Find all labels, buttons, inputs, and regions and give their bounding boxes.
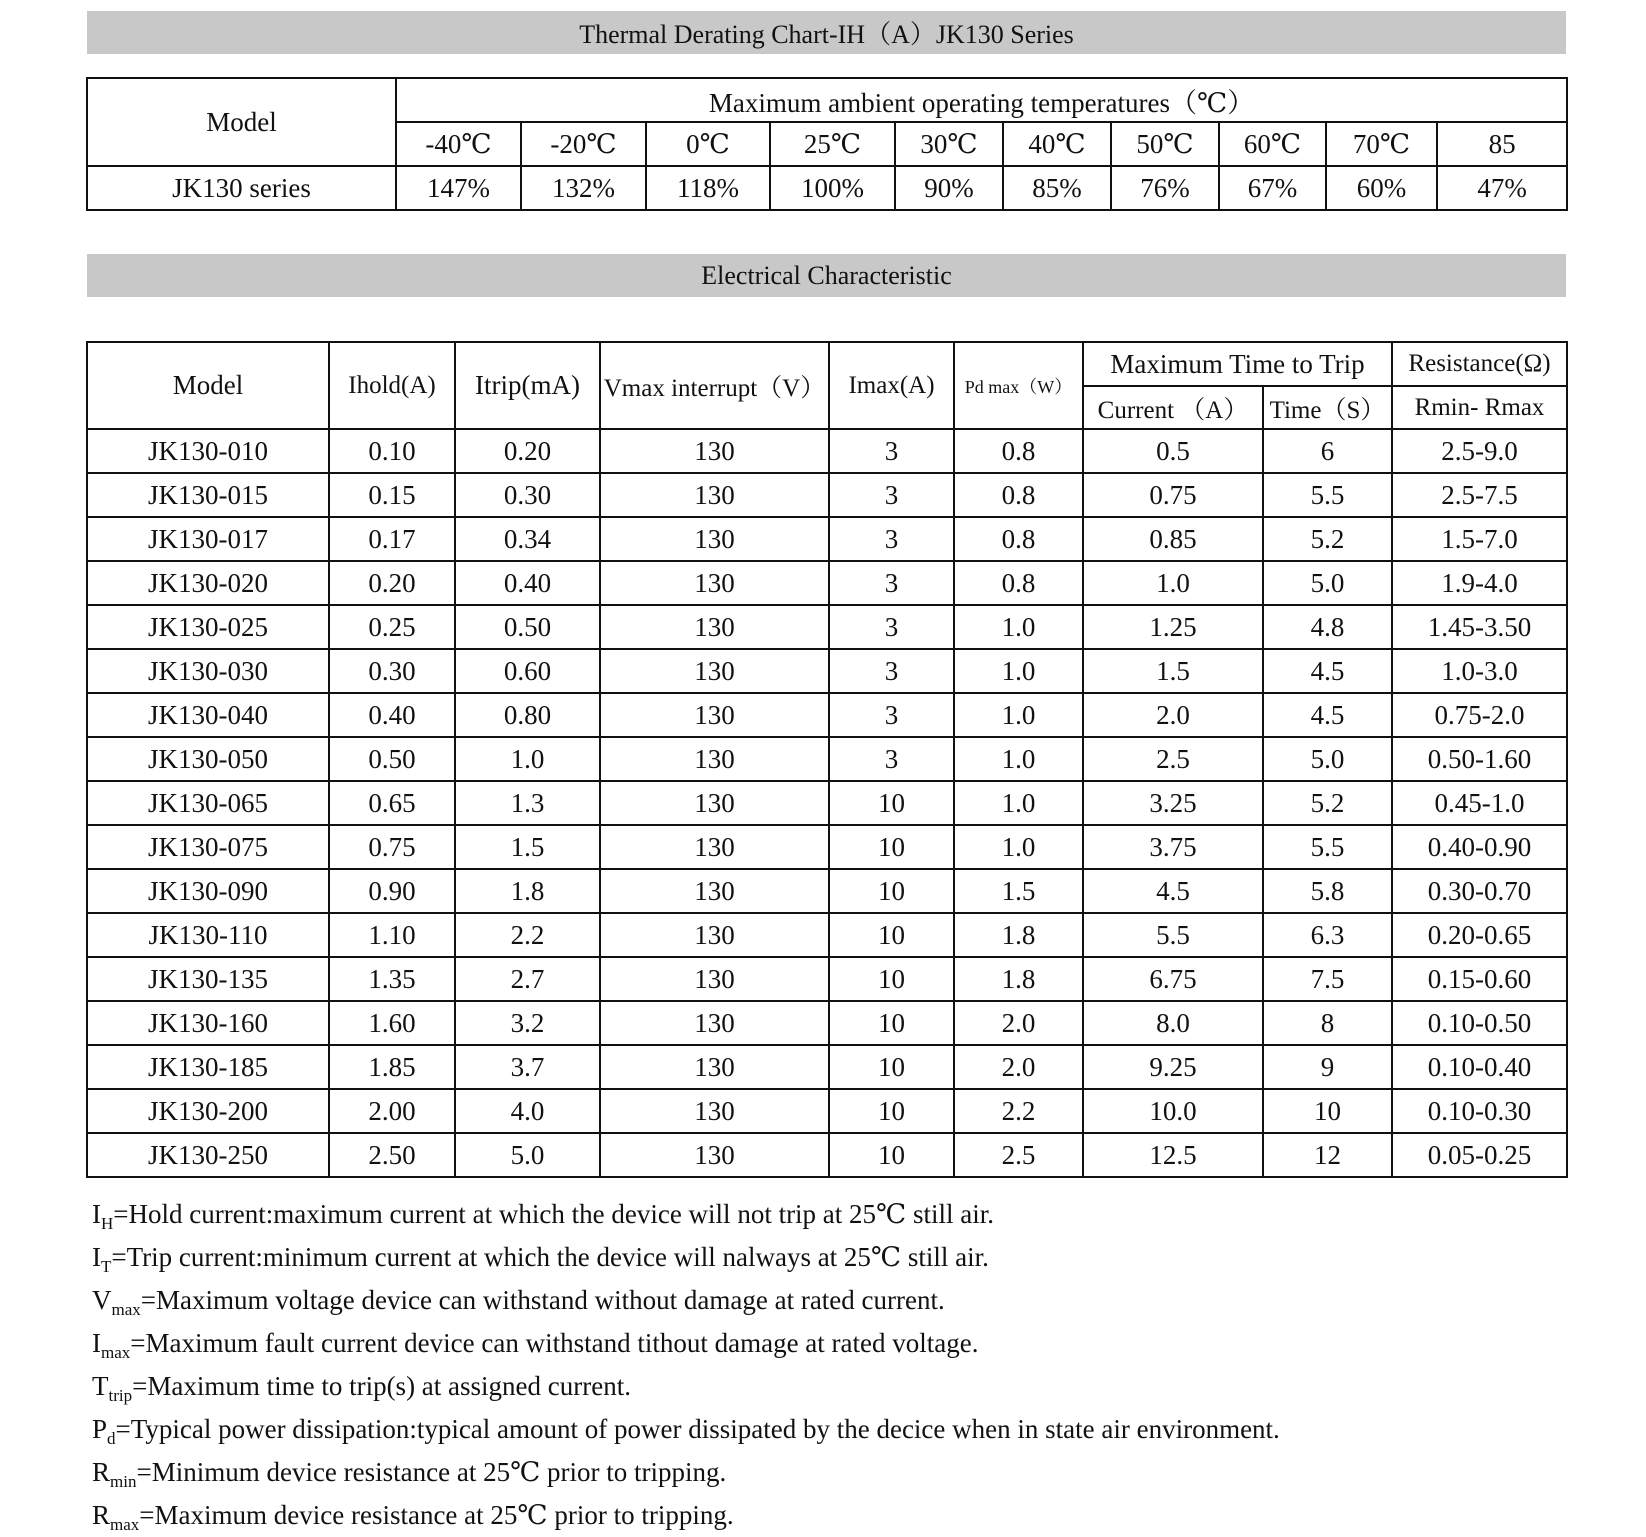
- table-cell: 0.65: [329, 781, 455, 825]
- table-cell: JK130-160: [87, 1001, 329, 1045]
- table-cell: JK130-250: [87, 1133, 329, 1177]
- table-cell: 1.85: [329, 1045, 455, 1089]
- table-cell: 1.60: [329, 1001, 455, 1045]
- table-cell: JK130-185: [87, 1045, 329, 1089]
- table-cell: 130: [600, 825, 829, 869]
- imax-header: Imax(A): [829, 342, 954, 429]
- table-cell: 1.8: [954, 957, 1083, 1001]
- table-row: [87, 605, 1567, 649]
- table-cell: 1.5: [1083, 649, 1263, 693]
- ihold-header: Ihold(A): [329, 342, 455, 429]
- table-row: [87, 517, 1567, 561]
- table-cell: 10: [829, 869, 954, 913]
- table-cell: JK130-090: [87, 869, 329, 913]
- table-cell: 130: [600, 781, 829, 825]
- table-cell: 0.34: [455, 517, 600, 561]
- time-header: Time（S）: [1263, 386, 1392, 429]
- note-subscript: d: [107, 1429, 116, 1448]
- table-row: [87, 429, 1567, 473]
- table-cell: 1.0: [954, 825, 1083, 869]
- table-cell: 0.8: [954, 561, 1083, 605]
- table-cell: 1.25: [1083, 605, 1263, 649]
- table-row: [87, 1089, 1567, 1133]
- table-cell: 0.90: [329, 869, 455, 913]
- table-row: [87, 957, 1567, 1001]
- table-cell: 10: [829, 913, 954, 957]
- table-row: [87, 693, 1567, 737]
- definition-note: [92, 1236, 1280, 1279]
- electrical-title: Electrical Characteristic: [87, 254, 1566, 297]
- table-cell: 10: [829, 957, 954, 1001]
- table-cell: 1.0: [455, 737, 600, 781]
- note-symbol: I: [92, 1199, 101, 1229]
- table-cell: 5.5: [1083, 913, 1263, 957]
- table-cell: 1.0: [954, 649, 1083, 693]
- temperature-cell: -40℃: [396, 122, 521, 166]
- table-cell: 0.15-0.60: [1392, 957, 1567, 1001]
- definition-note: [92, 1193, 1280, 1236]
- table-cell: 0.60: [455, 649, 600, 693]
- table-cell: 5.8: [1263, 869, 1392, 913]
- table-cell: 6: [1263, 429, 1392, 473]
- table-row: [87, 1133, 1567, 1177]
- table-cell: 130: [600, 561, 829, 605]
- table-cell: 8: [1263, 1001, 1392, 1045]
- table-row: [87, 869, 1567, 913]
- table-cell: 5.5: [1263, 473, 1392, 517]
- table-cell: JK130-015: [87, 473, 329, 517]
- table-cell: 130: [600, 473, 829, 517]
- note-subscript: min: [110, 1472, 137, 1491]
- table-cell: 0.40: [329, 693, 455, 737]
- definition-note: [92, 1365, 1280, 1408]
- table-cell: 4.8: [1263, 605, 1392, 649]
- table-cell: 0.15: [329, 473, 455, 517]
- temperature-cell: 0℃: [646, 122, 770, 166]
- note-text: =Maximum voltage device can withstand without damage at rated current.: [140, 1285, 945, 1315]
- table-cell: 2.0: [954, 1045, 1083, 1089]
- table-cell: 10: [829, 825, 954, 869]
- table-cell: 130: [600, 913, 829, 957]
- derating-row: [87, 166, 1567, 210]
- table-cell: 130: [600, 649, 829, 693]
- table-cell: 0.20: [455, 429, 600, 473]
- note-symbol: R: [92, 1457, 111, 1487]
- table-cell: 0.10-0.40: [1392, 1045, 1567, 1089]
- table-cell: 10: [829, 781, 954, 825]
- note-subscript: trip: [108, 1386, 133, 1405]
- table-cell: 1.35: [329, 957, 455, 1001]
- thermal-derating-table: [86, 77, 1568, 211]
- table-cell: 10: [829, 1089, 954, 1133]
- table-cell: 0.8: [954, 517, 1083, 561]
- table-cell: 0.05-0.25: [1392, 1133, 1567, 1177]
- table-cell: 1.0: [1083, 561, 1263, 605]
- table-row: [87, 825, 1567, 869]
- note-text: =Maximum device resistance at 25℃ prior to tripping.: [139, 1500, 734, 1530]
- table-cell: 10.0: [1083, 1089, 1263, 1133]
- temperature-cell: 50℃: [1111, 122, 1219, 166]
- table-cell: 130: [600, 737, 829, 781]
- derating-cell: 60%: [1326, 166, 1437, 210]
- temperature-cell: 60℃: [1219, 122, 1326, 166]
- table-cell: 6.75: [1083, 957, 1263, 1001]
- table-cell: 0.30-0.70: [1392, 869, 1567, 913]
- table-cell: 0.50-1.60: [1392, 737, 1567, 781]
- table-cell: 6.3: [1263, 913, 1392, 957]
- table-cell: 130: [600, 517, 829, 561]
- table-cell: 0.20-0.65: [1392, 913, 1567, 957]
- note-text: =Typical power dissipation:typical amount of power dissipated by the decice when in state air environment.: [115, 1414, 1280, 1444]
- resistance-header: Resistance(Ω): [1392, 342, 1567, 386]
- table-cell: 12: [1263, 1133, 1392, 1177]
- table-row: [87, 781, 1567, 825]
- table-cell: 10: [829, 1045, 954, 1089]
- thermal-title: Thermal Derating Chart-IH（A）JK130 Series: [87, 11, 1566, 54]
- table-cell: 1.0: [954, 781, 1083, 825]
- table-cell: 130: [600, 1001, 829, 1045]
- table-cell: 5.0: [455, 1133, 600, 1177]
- table-row: [87, 1001, 1567, 1045]
- table-cell: JK130-135: [87, 957, 329, 1001]
- table-cell: 5.0: [1263, 561, 1392, 605]
- model-header: Model: [87, 78, 396, 166]
- note-symbol: P: [92, 1414, 108, 1444]
- table-cell: 0.17: [329, 517, 455, 561]
- note-subscript: max: [101, 1343, 131, 1362]
- table-cell: JK130-065: [87, 781, 329, 825]
- table-row: [87, 561, 1567, 605]
- table-cell: 1.0: [954, 693, 1083, 737]
- note-text: =Maximum fault current device can withstand tithout damage at rated voltage.: [130, 1328, 979, 1358]
- table-cell: 0.10: [329, 429, 455, 473]
- table-cell: 5.0: [1263, 737, 1392, 781]
- table-cell: 4.5: [1263, 649, 1392, 693]
- table-cell: 1.0-3.0: [1392, 649, 1567, 693]
- table-cell: 1.0: [954, 605, 1083, 649]
- table-cell: 0.80: [455, 693, 600, 737]
- definition-note: [92, 1408, 1280, 1451]
- temperature-cell: 25℃: [770, 122, 895, 166]
- table-cell: 5.2: [1263, 517, 1392, 561]
- table-cell: 130: [600, 1133, 829, 1177]
- table-cell: 7.5: [1263, 957, 1392, 1001]
- table-cell: 2.5-7.5: [1392, 473, 1567, 517]
- note-text: =Maximum time to trip(s) at assigned current.: [132, 1371, 631, 1401]
- vmax-header: Vmax interrupt（V）: [600, 342, 829, 429]
- table-cell: 5.2: [1263, 781, 1392, 825]
- table-cell: 0.30: [455, 473, 600, 517]
- table-cell: 0.20: [329, 561, 455, 605]
- temperature-cell: 40℃: [1003, 122, 1111, 166]
- table-cell: 2.0: [1083, 693, 1263, 737]
- table-cell: 2.0: [954, 1001, 1083, 1045]
- note-text: =Trip current:minimum current at which the device will nalways at 25℃ still air.: [111, 1242, 989, 1272]
- note-subscript: max: [110, 1515, 140, 1534]
- temperature-cell: 30℃: [895, 122, 1003, 166]
- note-subscript: T: [101, 1257, 112, 1276]
- table-cell: 3.2: [455, 1001, 600, 1045]
- table-cell: 10: [829, 1133, 954, 1177]
- note-symbol: R: [92, 1500, 111, 1530]
- table-cell: 1.3: [455, 781, 600, 825]
- table-cell: JK130-010: [87, 429, 329, 473]
- table-cell: 3.25: [1083, 781, 1263, 825]
- note-subscript: H: [101, 1214, 114, 1233]
- table-cell: 1.8: [455, 869, 600, 913]
- table-cell: 3: [829, 605, 954, 649]
- table-cell: 1.9-4.0: [1392, 561, 1567, 605]
- derating-cell: 132%: [521, 166, 646, 210]
- definition-note: [92, 1279, 1280, 1322]
- trip-header: Maximum Time to Trip: [1083, 342, 1392, 386]
- table-cell: 9.25: [1083, 1045, 1263, 1089]
- pd-header: Pd max（W）: [954, 342, 1083, 429]
- current-header: Current （A）: [1083, 386, 1263, 429]
- definition-note: [92, 1494, 1280, 1537]
- table-cell: 0.45-1.0: [1392, 781, 1567, 825]
- table-cell: 1.5-7.0: [1392, 517, 1567, 561]
- table-row: [87, 473, 1567, 517]
- definition-note: [92, 1322, 1280, 1365]
- table-cell: 1.45-3.50: [1392, 605, 1567, 649]
- table-cell: 0.75-2.0: [1392, 693, 1567, 737]
- electrical-table: [86, 341, 1568, 1178]
- table-cell: 130: [600, 869, 829, 913]
- derating-cell: 90%: [895, 166, 1003, 210]
- table-cell: 12.5: [1083, 1133, 1263, 1177]
- table-cell: 4.0: [455, 1089, 600, 1133]
- table-cell: 1.5: [954, 869, 1083, 913]
- itrip-header: Itrip(mA): [455, 342, 600, 429]
- table-cell: 0.30: [329, 649, 455, 693]
- note-text: =Hold current:maximum current at which the device will not trip at 25℃ still air.: [113, 1199, 994, 1229]
- table-cell: 0.25: [329, 605, 455, 649]
- table-cell: JK130-020: [87, 561, 329, 605]
- table-cell: 1.0: [954, 737, 1083, 781]
- series-label: JK130 series: [87, 166, 396, 210]
- table-cell: 130: [600, 693, 829, 737]
- temperature-cell: 70℃: [1326, 122, 1437, 166]
- table-cell: 130: [600, 1045, 829, 1089]
- table-cell: 130: [600, 605, 829, 649]
- model-header: Model: [87, 342, 329, 429]
- table-cell: JK130-050: [87, 737, 329, 781]
- table-cell: 0.8: [954, 473, 1083, 517]
- derating-cell: 85%: [1003, 166, 1111, 210]
- table-cell: 0.5: [1083, 429, 1263, 473]
- table-cell: 3.7: [455, 1045, 600, 1089]
- table-cell: 3: [829, 693, 954, 737]
- table-row: [87, 1045, 1567, 1089]
- table-cell: JK130-110: [87, 913, 329, 957]
- table-cell: JK130-040: [87, 693, 329, 737]
- note-symbol: T: [92, 1371, 109, 1401]
- definition-note: [92, 1451, 1280, 1494]
- derating-cell: 67%: [1219, 166, 1326, 210]
- table-cell: 0.75: [1083, 473, 1263, 517]
- table-cell: 5.5: [1263, 825, 1392, 869]
- table-cell: JK130-025: [87, 605, 329, 649]
- table-cell: 0.85: [1083, 517, 1263, 561]
- table-cell: 2.50: [329, 1133, 455, 1177]
- derating-cell: 100%: [770, 166, 895, 210]
- table-cell: 0.75: [329, 825, 455, 869]
- table-cell: 3: [829, 649, 954, 693]
- table-cell: 0.40: [455, 561, 600, 605]
- table-cell: 2.5-9.0: [1392, 429, 1567, 473]
- table-cell: 10: [1263, 1089, 1392, 1133]
- table-cell: 3: [829, 473, 954, 517]
- note-symbol: I: [92, 1328, 101, 1358]
- table-cell: 2.7: [455, 957, 600, 1001]
- derating-cell: 76%: [1111, 166, 1219, 210]
- table-cell: 2.2: [455, 913, 600, 957]
- note-subscript: max: [111, 1300, 141, 1319]
- table-cell: 130: [600, 1089, 829, 1133]
- table-cell: JK130-030: [87, 649, 329, 693]
- table-cell: 4.5: [1083, 869, 1263, 913]
- table-cell: 1.8: [954, 913, 1083, 957]
- note-text: =Minimum device resistance at 25℃ prior to tripping.: [136, 1457, 727, 1487]
- temperature-header: Maximum ambient operating temperatures（℃）: [396, 78, 1567, 122]
- table-cell: 2.00: [329, 1089, 455, 1133]
- table-cell: JK130-200: [87, 1089, 329, 1133]
- temperature-cell: -20℃: [521, 122, 646, 166]
- table-cell: 3: [829, 737, 954, 781]
- note-symbol: I: [92, 1242, 101, 1272]
- table-cell: 1.5: [455, 825, 600, 869]
- table-cell: 130: [600, 429, 829, 473]
- table-cell: 0.50: [329, 737, 455, 781]
- derating-cell: 47%: [1437, 166, 1567, 210]
- table-cell: 2.2: [954, 1089, 1083, 1133]
- table-cell: 8.0: [1083, 1001, 1263, 1045]
- table-row: [87, 649, 1567, 693]
- note-symbol: V: [92, 1285, 112, 1315]
- table-cell: 3: [829, 517, 954, 561]
- table-cell: 10: [829, 1001, 954, 1045]
- table-cell: 2.5: [1083, 737, 1263, 781]
- table-cell: 9: [1263, 1045, 1392, 1089]
- rminmax-header: Rmin- Rmax: [1392, 386, 1567, 429]
- table-cell: JK130-075: [87, 825, 329, 869]
- table-cell: 130: [600, 957, 829, 1001]
- table-cell: 0.50: [455, 605, 600, 649]
- table-row: [87, 737, 1567, 781]
- derating-cell: 118%: [646, 166, 770, 210]
- table-cell: 1.10: [329, 913, 455, 957]
- table-cell: 3: [829, 561, 954, 605]
- temperature-cell: 85: [1437, 122, 1567, 166]
- table-cell: 0.8: [954, 429, 1083, 473]
- table-cell: 0.40-0.90: [1392, 825, 1567, 869]
- notes-list: [92, 1193, 1280, 1537]
- table-cell: 0.10-0.30: [1392, 1089, 1567, 1133]
- table-cell: 0.10-0.50: [1392, 1001, 1567, 1045]
- derating-cell: 147%: [396, 166, 521, 210]
- table-cell: 3: [829, 429, 954, 473]
- table-cell: 4.5: [1263, 693, 1392, 737]
- table-cell: 3.75: [1083, 825, 1263, 869]
- table-cell: 2.5: [954, 1133, 1083, 1177]
- table-cell: JK130-017: [87, 517, 329, 561]
- table-row: [87, 913, 1567, 957]
